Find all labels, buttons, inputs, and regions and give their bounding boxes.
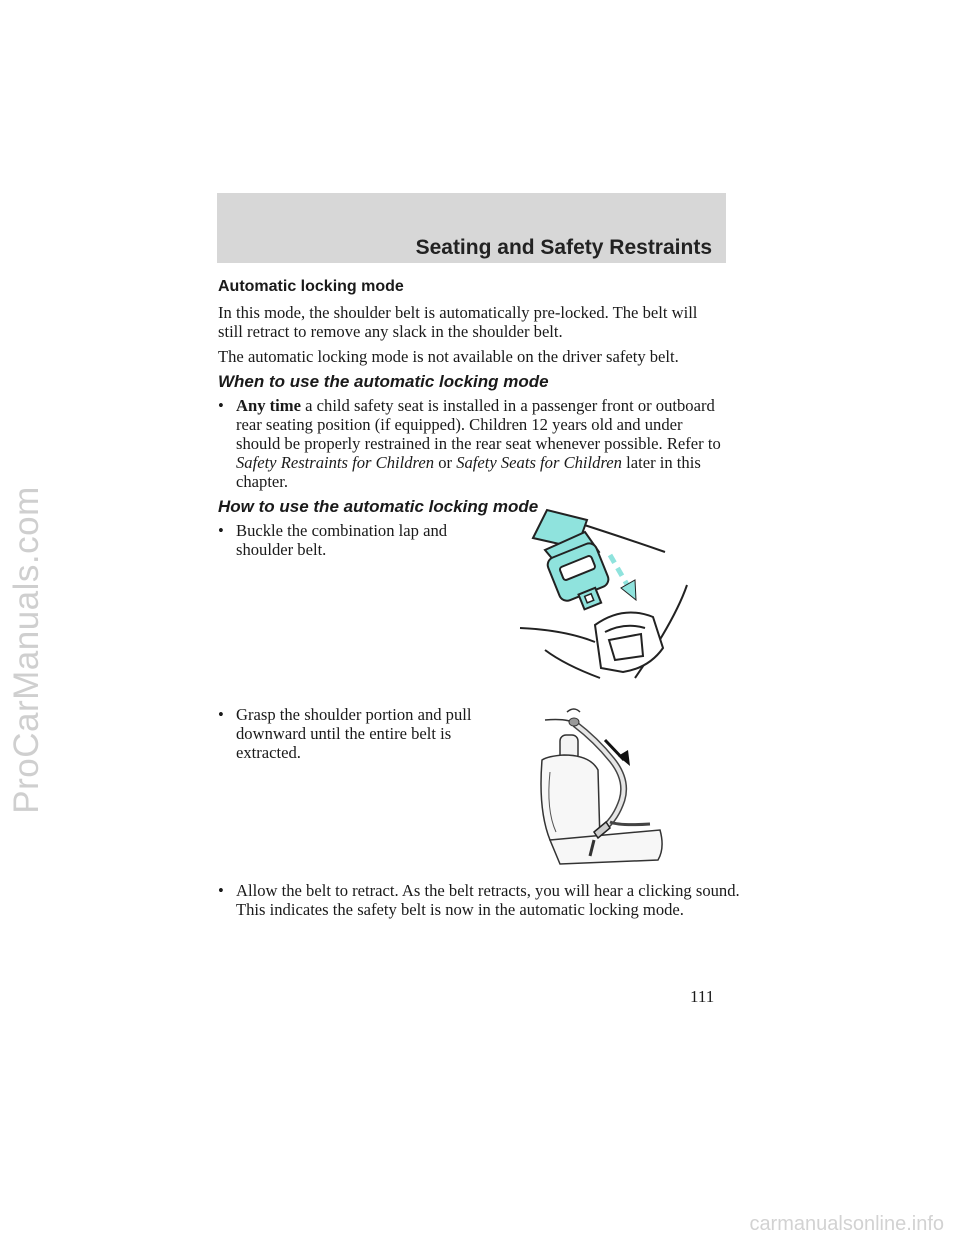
section-header bbox=[217, 193, 726, 263]
paragraph-driver: The automatic locking mode is not available on the driver safety belt. bbox=[218, 347, 679, 366]
ref-safety-restraints-children: Safety Restraints for Children bbox=[236, 453, 435, 472]
bullet-bold-any-time: Any time bbox=[236, 396, 301, 415]
ref-safety-seats-children: Safety Seats for Children bbox=[456, 453, 622, 472]
bottom-watermark: carmanualsonline.info bbox=[749, 1213, 944, 1235]
bullet-dot: • bbox=[218, 396, 224, 415]
page-number: 111 bbox=[690, 987, 715, 1006]
buckle-figure bbox=[515, 500, 715, 690]
header-title: Seating and Safety Restraints bbox=[415, 236, 712, 259]
side-watermark: ProCarManuals.com bbox=[7, 486, 46, 814]
heading-automatic-locking: Automatic locking mode bbox=[218, 278, 404, 295]
paragraph-prelocked: In this mode, the shoulder belt is automatically pre-locked. The belt will still retract to remove any slack in the shoulder belt. bbox=[218, 303, 698, 341]
bullet-dot: • bbox=[218, 881, 224, 900]
bullet-buckle bbox=[218, 521, 476, 559]
bullet-dot: • bbox=[218, 705, 224, 724]
bullet-or: or bbox=[438, 453, 453, 472]
heading-how-to-use: How to use the automatic locking mode bbox=[218, 497, 539, 516]
bullet-retract-text: Allow the belt to retract. As the belt retracts, you will hear a clicking sound. This indicates the safety belt is now in the automatic locking mode. bbox=[236, 881, 740, 919]
seat-figure bbox=[520, 700, 700, 880]
bullet-text-2: later in this chapter. bbox=[236, 453, 701, 491]
bullet-grasp bbox=[218, 705, 476, 762]
bullet-grasp-text: Grasp the shoulder portion and pull downward until the entire belt is extracted. bbox=[236, 705, 472, 762]
heading-when-to-use: When to use the automatic locking mode bbox=[218, 372, 549, 391]
bullet-any-time bbox=[218, 396, 726, 491]
bullet-text-1: a child safety seat is installed in a passenger front or outboard rear seating position (if equipped). Children 12 years old and under should be properly restrained in the rear seat whenever possible. Refer to bbox=[236, 396, 721, 453]
bullet-dot: • bbox=[218, 521, 224, 540]
bullet-retract bbox=[218, 881, 744, 919]
bullet-buckle-text: Buckle the combination lap and shoulder belt. bbox=[236, 521, 448, 559]
